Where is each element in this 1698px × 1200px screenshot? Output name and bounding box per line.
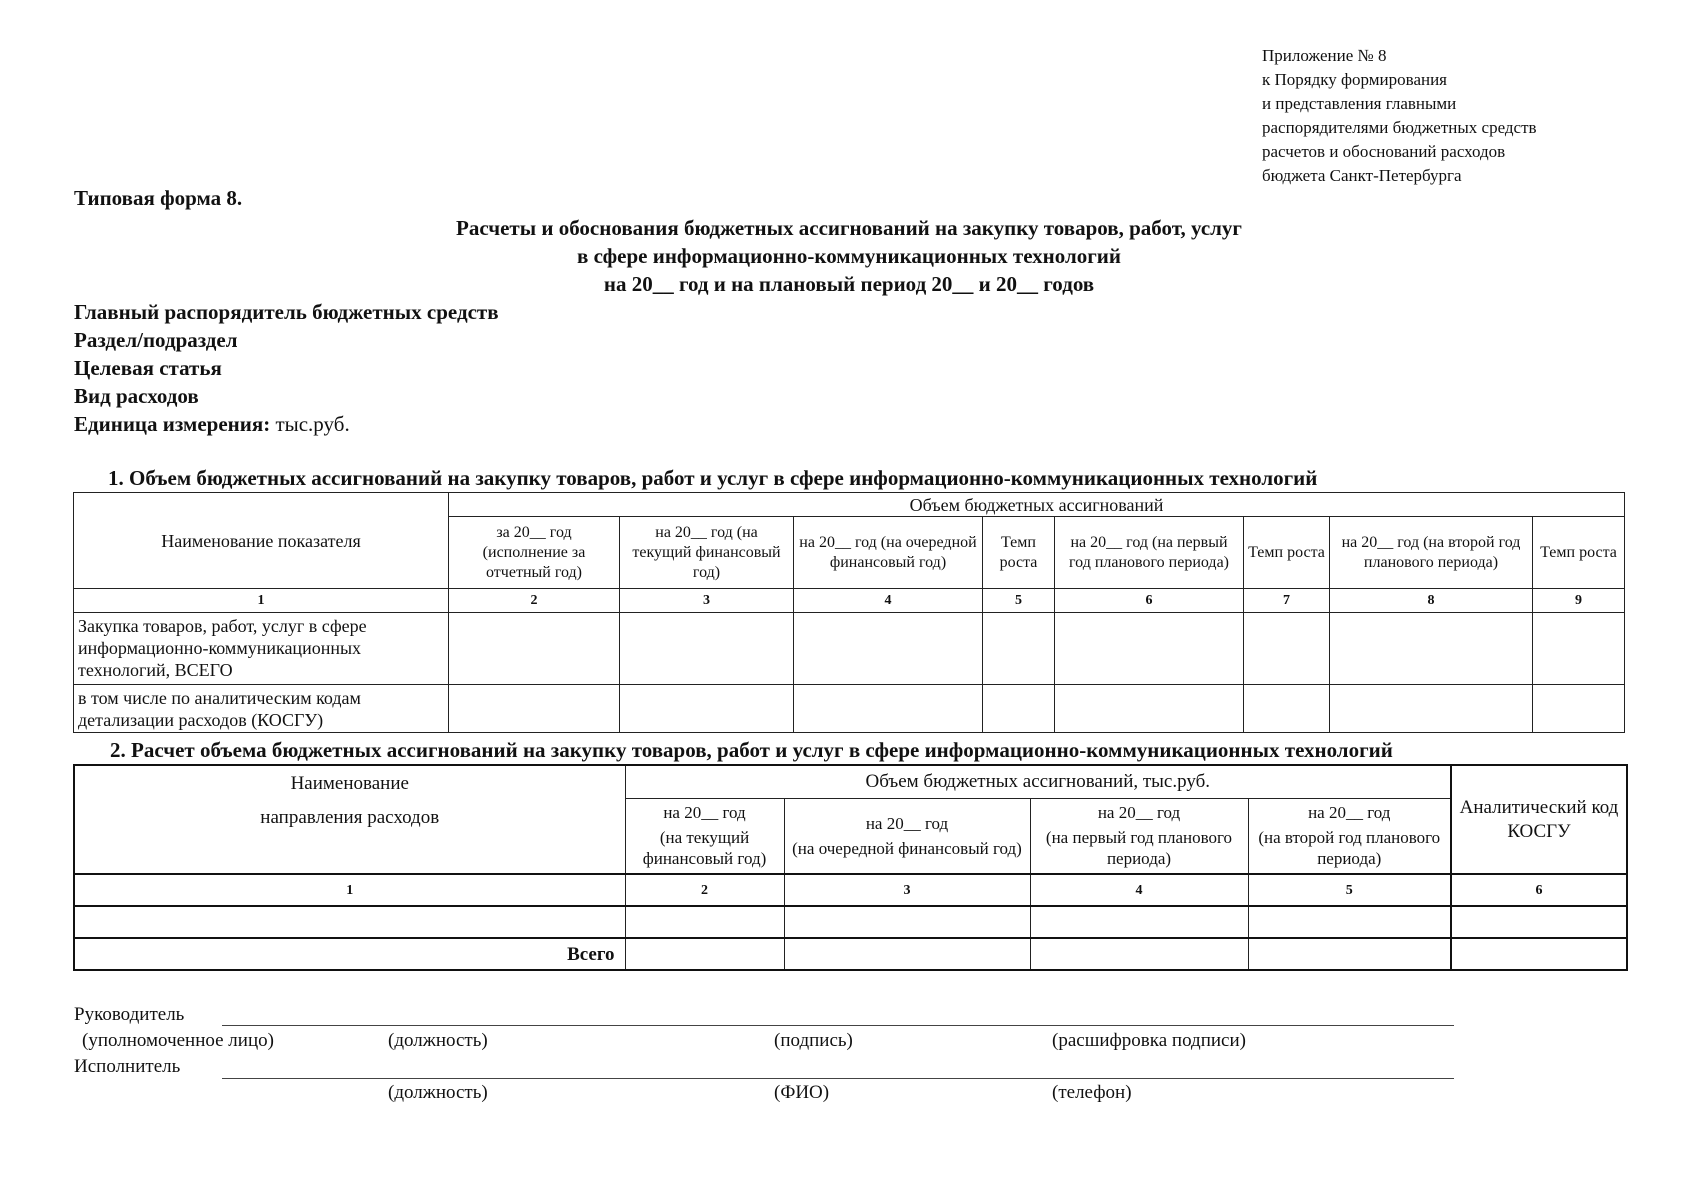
t2-col-header-top: на 20__ год bbox=[865, 813, 949, 833]
appendix-line: к Порядку формирования bbox=[1262, 70, 1447, 89]
t2-col-header-sub: (на первый год планового периода) bbox=[1045, 828, 1233, 869]
exec-caption-position: (должность) bbox=[388, 1082, 488, 1103]
t1-cell[interactable] bbox=[1055, 685, 1244, 733]
section2-heading: 2. Расчет объема бюджетных ассигнований на закупку товаров, работ и услуг в сфере информационно-коммуникационных технологий bbox=[110, 738, 1393, 762]
t2-col-header-sub: (на второй год планового периода) bbox=[1258, 828, 1441, 869]
t2-col-number: 6 bbox=[1451, 874, 1627, 906]
t1-col-number: 9 bbox=[1533, 589, 1625, 613]
executor-signature-line[interactable] bbox=[222, 1078, 1454, 1079]
field-target-item: Целевая статья bbox=[74, 356, 222, 380]
table-row bbox=[74, 906, 1627, 938]
table-row bbox=[74, 613, 1625, 685]
table-row bbox=[74, 685, 1625, 733]
head-caption-person: (уполномоченное лицо) bbox=[82, 1030, 274, 1051]
t1-cell[interactable] bbox=[794, 613, 983, 685]
field-expense-type: Вид расходов bbox=[74, 384, 199, 408]
t2-cell[interactable] bbox=[784, 906, 1030, 938]
t1-col-header: Темп роста bbox=[1244, 517, 1330, 589]
t1-col-number: 8 bbox=[1330, 589, 1533, 613]
t2-col-number: 3 bbox=[784, 874, 1030, 906]
t1-cell[interactable] bbox=[983, 685, 1055, 733]
t1-cell[interactable] bbox=[1330, 685, 1533, 733]
appendix-line: Приложение № 8 bbox=[1262, 46, 1387, 65]
t1-col-number: 3 bbox=[620, 589, 794, 613]
t2-cell[interactable] bbox=[74, 906, 625, 938]
appendix-line: бюджета Санкт-Петербурга bbox=[1262, 166, 1462, 185]
t2-cell[interactable] bbox=[1030, 906, 1248, 938]
t2-cell[interactable] bbox=[625, 906, 784, 938]
field-main-manager: Главный распорядитель бюджетных средств bbox=[74, 300, 499, 324]
t2-cell[interactable] bbox=[784, 938, 1030, 970]
t2-col-header bbox=[784, 798, 1030, 874]
document-title-line2: в сфере информационно-коммуникационных технологий bbox=[577, 244, 1121, 268]
head-caption-position: (должность) bbox=[388, 1030, 488, 1051]
t1-cell[interactable] bbox=[1244, 685, 1330, 733]
executor-label: Исполнитель bbox=[74, 1056, 181, 1077]
t1-cell[interactable] bbox=[620, 685, 794, 733]
t1-col-number: 7 bbox=[1244, 589, 1330, 613]
section1-table bbox=[73, 492, 1625, 733]
t2-col-header bbox=[1030, 798, 1248, 874]
head-label: Руководитель bbox=[74, 1004, 185, 1025]
t2-col-header-sub: (на текущий финансовый год) bbox=[642, 828, 767, 869]
t1-col-header: на 20__ год (на второй год планового периода) bbox=[1330, 517, 1533, 589]
t1-cell[interactable] bbox=[1330, 613, 1533, 685]
t1-row-label: в том числе по аналитическим кодам детализации расходов (КОСГУ) bbox=[74, 685, 449, 733]
head-signature-line[interactable] bbox=[222, 1025, 1454, 1026]
unit-label: Единица измерения: bbox=[74, 412, 271, 436]
document-title-line1: Расчеты и обоснования бюджетных ассигнований на закупку товаров, работ, услуг bbox=[456, 216, 1242, 240]
t2-col-number: 4 bbox=[1030, 874, 1248, 906]
t2-header-code: Аналитический код КОСГУ bbox=[1451, 765, 1627, 874]
t2-cell[interactable] bbox=[1451, 906, 1627, 938]
t1-col-header: на 20__ год (на первый год планового периода) bbox=[1055, 517, 1244, 589]
t2-col-header bbox=[625, 798, 784, 874]
form-label: Типовая форма 8. bbox=[74, 186, 243, 210]
t1-group-header: Объем бюджетных ассигнований bbox=[449, 493, 1625, 517]
t2-col-number: 2 bbox=[625, 874, 784, 906]
exec-caption-phone: (телефон) bbox=[1052, 1082, 1132, 1103]
t2-cell[interactable] bbox=[1248, 938, 1451, 970]
t1-col-header: за 20__ год (исполнение за отчетный год) bbox=[449, 517, 620, 589]
appendix-line: распорядителями бюджетных средств bbox=[1262, 118, 1537, 137]
t1-row-label: Закупка товаров, работ, услуг в сфере информационно-коммуникационных технологий, ВСЕГО bbox=[74, 613, 449, 685]
t2-cell[interactable] bbox=[1451, 938, 1627, 970]
t1-col-header: Темп роста bbox=[1533, 517, 1625, 589]
t1-col-number: 5 bbox=[983, 589, 1055, 613]
t1-cell[interactable] bbox=[1055, 613, 1244, 685]
head-caption-decoding: (расшифровка подписи) bbox=[1052, 1030, 1246, 1051]
t1-cell[interactable] bbox=[1533, 613, 1625, 685]
unit-value: тыс.руб. bbox=[270, 412, 350, 436]
t2-header-name-line1: Наименование bbox=[290, 773, 409, 794]
head-caption-signature: (подпись) bbox=[774, 1030, 853, 1051]
appendix-line: и представления главными bbox=[1262, 94, 1457, 113]
t1-cell[interactable] bbox=[983, 613, 1055, 685]
t1-col-header: на 20__ год (на текущий финансовый год) bbox=[620, 517, 794, 589]
t2-col-number: 5 bbox=[1248, 874, 1451, 906]
section1-heading: 1. Объем бюджетных ассигнований на закупку товаров, работ и услуг в сфере информационно-коммуникационных технологий bbox=[108, 466, 1318, 490]
t2-col-header-sub: (на очередной финансовый год) bbox=[792, 838, 1022, 858]
field-unit bbox=[74, 412, 350, 437]
field-section: Раздел/подраздел bbox=[74, 328, 238, 352]
t1-cell[interactable] bbox=[449, 613, 620, 685]
exec-caption-name: (ФИО) bbox=[774, 1082, 830, 1103]
t2-cell[interactable] bbox=[1030, 938, 1248, 970]
t2-header-name-line2: направления расходов bbox=[260, 807, 440, 828]
t2-group-header: Объем бюджетных ассигнований, тыс.руб. bbox=[625, 765, 1451, 798]
appendix-line: расчетов и обоснований расходов bbox=[1262, 142, 1506, 161]
t2-col-header-top: на 20__ год bbox=[1308, 803, 1391, 823]
appendix-note bbox=[1262, 44, 1537, 188]
t1-col-number: 6 bbox=[1055, 589, 1244, 613]
t2-col-header-top: на 20__ год bbox=[663, 803, 746, 823]
t1-col-number: 4 bbox=[794, 589, 983, 613]
t1-col-number: 2 bbox=[449, 589, 620, 613]
t2-total-label: Всего bbox=[74, 938, 625, 970]
t2-cell[interactable] bbox=[1248, 906, 1451, 938]
t2-col-header bbox=[1248, 798, 1451, 874]
t2-cell[interactable] bbox=[625, 938, 784, 970]
t1-cell[interactable] bbox=[1533, 685, 1625, 733]
t2-col-header-top: на 20__ год bbox=[1097, 803, 1181, 823]
t1-col-number: 1 bbox=[74, 589, 449, 613]
section2-table bbox=[73, 764, 1628, 971]
t1-cell[interactable] bbox=[794, 685, 983, 733]
t1-cell[interactable] bbox=[620, 613, 794, 685]
table-row-total bbox=[74, 938, 1627, 970]
t1-header-name: Наименование показателя bbox=[74, 493, 449, 589]
t1-col-header: Темп роста bbox=[983, 517, 1055, 589]
t1-cell[interactable] bbox=[449, 685, 620, 733]
t2-header-name bbox=[74, 765, 625, 874]
t1-col-header: на 20__ год (на очередной финансовый год) bbox=[794, 517, 983, 589]
t1-cell[interactable] bbox=[1244, 613, 1330, 685]
document-title-line3: на 20__ год и на плановый период 20__ и 20__ годов bbox=[603, 272, 1095, 296]
t2-col-number: 1 bbox=[74, 874, 625, 906]
